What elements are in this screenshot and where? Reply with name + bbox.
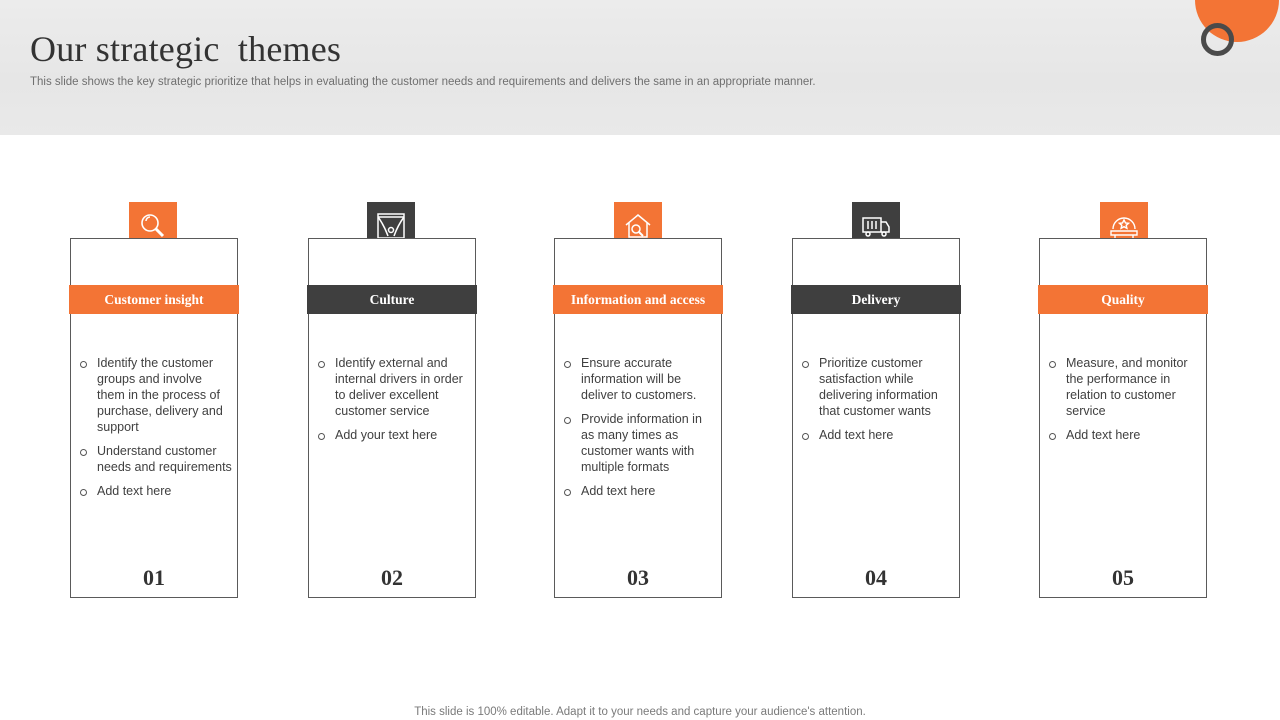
- card-number: 04: [865, 565, 887, 590]
- bullet-item: Measure, and monitor the performance in relation to customer service: [1048, 355, 1202, 419]
- card-number: 03: [627, 565, 649, 590]
- bullet-item: Ensure accurate information will be deliver to customers.: [563, 355, 717, 403]
- card-number: 01: [143, 565, 165, 590]
- card-title: Information and access: [553, 285, 723, 314]
- bullet-item: Prioritize customer satisfaction while delivering information that customer wants: [801, 355, 955, 419]
- theme-card-1: [70, 238, 238, 598]
- bullet-item: Add your text here: [317, 427, 471, 443]
- bullet-item: Identify the customer groups and involve them in the process of purchase, delivery and support: [79, 355, 233, 435]
- footer-note: This slide is 100% editable. Adapt it to your needs and capture your audience's attention.: [414, 706, 866, 718]
- theme-card-3: [554, 238, 722, 598]
- bullet-item: Add text here: [563, 483, 717, 499]
- bullet-list: [563, 355, 717, 507]
- bullet-list: [801, 355, 955, 451]
- card-title: Culture: [307, 285, 477, 314]
- theme-card-2: [308, 238, 476, 598]
- theme-card-5: [1039, 238, 1207, 598]
- bullet-item: Add text here: [1048, 427, 1202, 443]
- bullet-item: Add text here: [79, 483, 233, 499]
- bullet-list: [79, 355, 233, 507]
- card-title: Quality: [1038, 285, 1208, 314]
- card-title: Customer insight: [69, 285, 239, 314]
- bullet-item: Understand customer needs and requirements: [79, 443, 233, 475]
- card-title: Delivery: [791, 285, 961, 314]
- bullet-item: Provide information in as many times as customer wants with multiple formats: [563, 411, 717, 475]
- page-title: Our strategic themes: [30, 29, 342, 69]
- card-number: 05: [1112, 565, 1134, 590]
- page-subtitle: This slide shows the key strategic prioritize that helps in evaluating the customer needs and requirements and delivers the same in an appropriate manner.: [30, 76, 816, 88]
- bullet-item: Add text here: [801, 427, 955, 443]
- theme-card-4: [792, 238, 960, 598]
- bullet-item: Identify external and internal drivers in order to deliver excellent customer service: [317, 355, 471, 419]
- decorative-ring: [1201, 23, 1234, 56]
- card-number: 02: [381, 565, 403, 590]
- bullet-list: [1048, 355, 1202, 451]
- bullet-list: [317, 355, 471, 451]
